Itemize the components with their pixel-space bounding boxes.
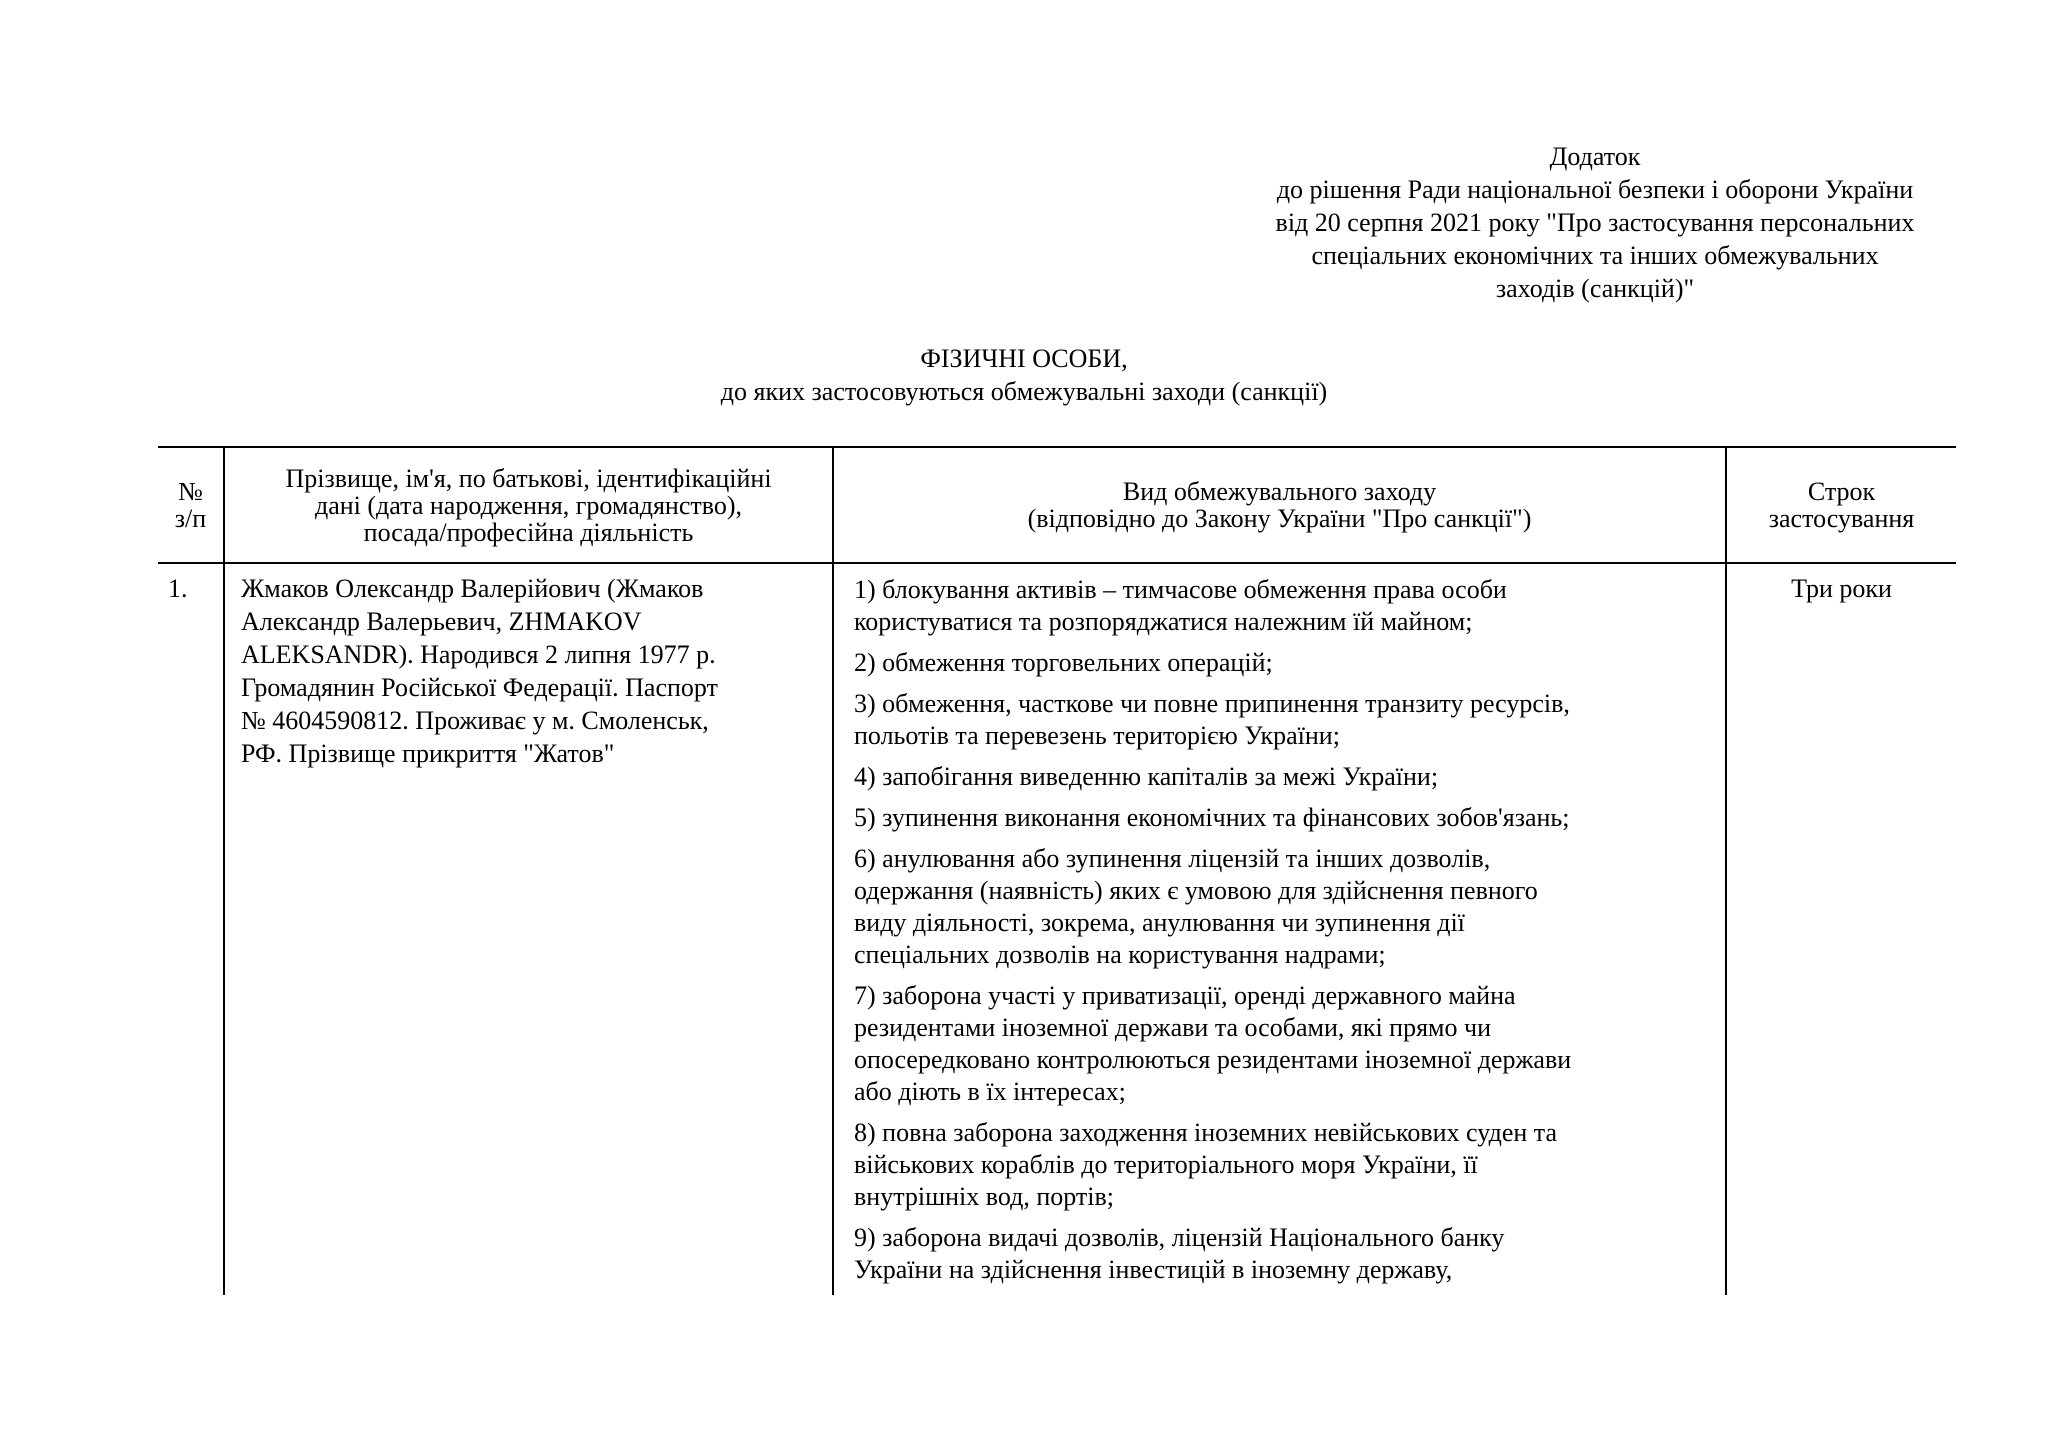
measure-line: 6) анулювання або зупинення ліцензій та інших дозволів, <box>854 844 1491 873</box>
appendix-line: спеціальних економічних та інших обмежувальних <box>1311 241 1879 270</box>
sanctions-table-container <box>158 446 1956 1295</box>
title-line-1: ФІЗИЧНІ ОСОБИ, <box>920 344 1128 373</box>
header-number <box>158 447 224 563</box>
measure-line: 2) обмеження торговельних операцій; <box>854 648 1273 677</box>
measure-item-7 <box>854 980 1715 1108</box>
sanction-term: Три роки <box>1726 563 1956 1295</box>
measure-line: внутрішніх вод, портів; <box>854 1182 1114 1211</box>
header-measure <box>833 447 1726 563</box>
person-line: Александр Валерьевич, ZHMAKOV <box>241 607 642 636</box>
measure-line: користуватися та розпоряджатися належним їй майном; <box>854 607 1473 636</box>
header-text: застосування <box>1768 504 1915 533</box>
measure-line: одержання (наявність) яких є умовою для здійснення певного <box>854 876 1538 905</box>
sanctions-table <box>158 446 1956 1295</box>
person-line: РФ. Прізвище прикриття "Жатов" <box>241 739 615 768</box>
measure-line: 3) обмеження, часткове чи повне припинення транзиту ресурсів, <box>854 689 1570 718</box>
appendix-header <box>1205 140 1985 305</box>
measure-line: виду діяльності, зокрема, анулювання чи зупинення дії <box>854 908 1465 937</box>
appendix-line: до рішення Ради національної безпеки і оборони України <box>1276 175 1914 204</box>
measure-line: військових кораблів до територіального моря України, її <box>854 1150 1478 1179</box>
header-row <box>158 447 1956 563</box>
header-text: Прізвище, ім'я, по батькові, ідентифікаційні <box>285 463 772 493</box>
measure-item-8 <box>854 1117 1715 1213</box>
measure-line: або діють в їх інтересах; <box>854 1077 1126 1106</box>
person-line: Жмаков Олександр Валерійович (Жмаков <box>241 574 704 603</box>
document-title <box>0 342 2048 408</box>
header-text: Вид обмежувального заходу <box>1122 477 1437 506</box>
measure-item-1 <box>854 574 1715 638</box>
measure-item-3 <box>854 688 1715 752</box>
appendix-line: заходів (санкцій)" <box>1495 274 1695 303</box>
header-text: посада/професійна діяльність <box>363 517 694 547</box>
measure-line: 8) повна заборона заходження іноземних невійськових суден та <box>854 1118 1558 1147</box>
header-person <box>224 447 833 563</box>
measure-line: 4) запобігання виведенню капіталів за межі України; <box>854 762 1439 791</box>
title-line-2: до яких застосовуються обмежувальні заходи (санкції) <box>720 377 1328 406</box>
measure-line: 5) зупинення виконання економічних та фінансових зобов'язань; <box>854 803 1570 832</box>
row-number: 1. <box>168 574 188 603</box>
appendix-line: Додаток <box>1549 142 1641 171</box>
measure-line: України на здійснення інвестицій в іноземну державу, <box>854 1255 1453 1284</box>
table-header <box>158 447 1956 563</box>
appendix-line: від 20 серпня 2021 року "Про застосування персональних <box>1275 208 1915 237</box>
measure-item-9 <box>854 1222 1715 1286</box>
measure-line: 9) заборона видачі дозволів, ліцензій Національного банку <box>854 1223 1505 1252</box>
header-text: (відповідно до Закону України "Про санкції") <box>1027 504 1532 533</box>
header-text: Строк <box>1807 477 1876 506</box>
table-body <box>158 563 1956 1295</box>
header-text: дані (дата народження, громадянство), <box>314 490 742 520</box>
person-line: ALEKSANDR). Народився 2 липня 1977 р. <box>241 640 716 669</box>
measures-list <box>833 563 1726 1295</box>
header-term <box>1726 447 1956 563</box>
measure-line: польотів та перевезень територією України; <box>854 721 1340 750</box>
measure-item-5 <box>854 802 1715 834</box>
measure-line: спеціальних дозволів на користування надрами; <box>854 940 1386 969</box>
measure-line: опосередковано контролюються резидентами іноземної держави <box>854 1045 1572 1074</box>
measure-line: резидентами іноземної держави та особами, які прямо чи <box>854 1013 1491 1042</box>
measure-line: 7) заборона участі у приватизації, оренді державного майна <box>854 981 1516 1010</box>
measure-line: 1) блокування активів – тимчасове обмеження права особи <box>854 575 1507 604</box>
person-details <box>224 563 833 1295</box>
header-text: з/п <box>174 504 207 533</box>
person-line: № 4604590812. Проживає у м. Смоленськ, <box>241 706 709 735</box>
measure-item-6 <box>854 843 1715 971</box>
table-row <box>158 563 1956 1295</box>
measure-item-4 <box>854 761 1715 793</box>
measure-item-2 <box>854 647 1715 679</box>
header-text: № <box>178 477 203 506</box>
person-line: Громадянин Російської Федерації. Паспорт <box>241 673 718 702</box>
